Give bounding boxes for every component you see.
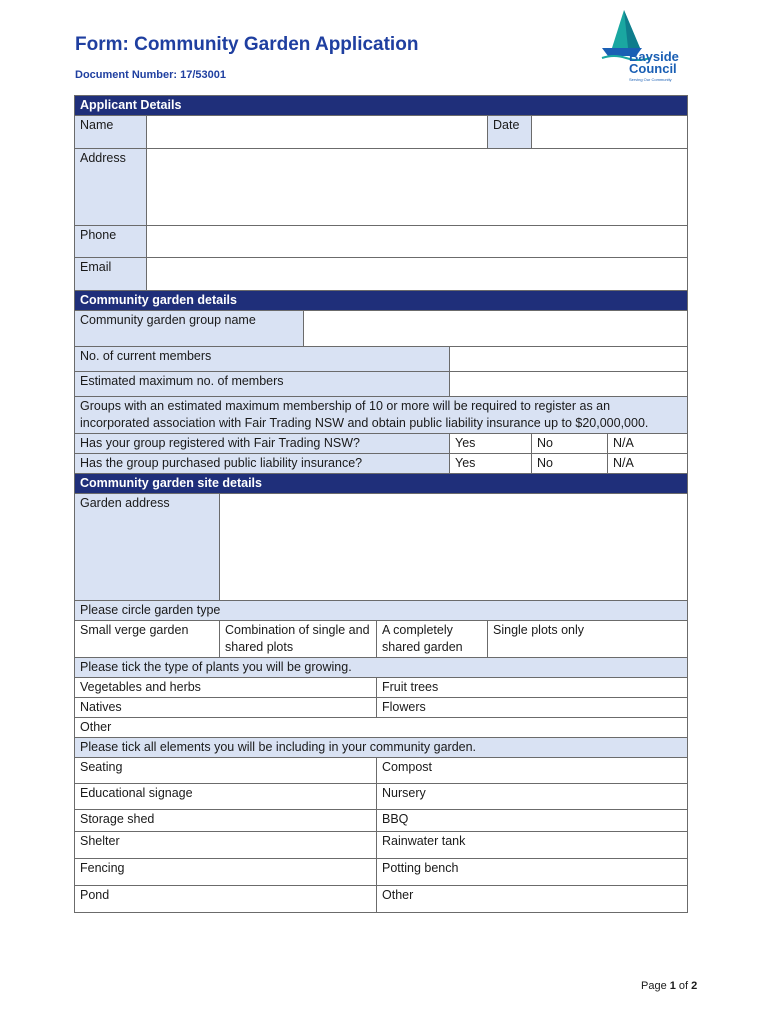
element-option[interactable]: Pond xyxy=(75,886,377,913)
current-members-field[interactable] xyxy=(450,347,688,372)
section-applicant-heading: Applicant Details xyxy=(75,96,688,116)
element-option[interactable]: Rainwater tank xyxy=(377,832,688,859)
application-form xyxy=(74,95,688,913)
insurance-no-option[interactable]: No xyxy=(532,454,608,474)
page-number: Page 1 of 2 xyxy=(641,980,698,992)
section-site-heading: Community garden site details xyxy=(75,474,688,494)
name-label: Name xyxy=(75,116,147,149)
insurance-na-option[interactable]: N/A xyxy=(608,454,688,474)
email-label: Email xyxy=(75,258,147,291)
registered-no-option[interactable]: No xyxy=(532,434,608,454)
document-number: Document Number: 17/53001 xyxy=(75,69,226,81)
garden-type-option[interactable]: Small verge garden xyxy=(75,621,220,658)
registered-na-option[interactable]: N/A xyxy=(608,434,688,454)
date-label: Date xyxy=(488,116,532,149)
current-members-label: No. of current members xyxy=(75,347,450,372)
date-field[interactable] xyxy=(532,116,688,149)
bayside-council-logo-icon xyxy=(598,8,690,88)
phone-field[interactable] xyxy=(147,226,688,258)
garden-address-label: Garden address xyxy=(75,494,220,601)
garden-type-option[interactable]: Single plots only xyxy=(488,621,688,658)
max-members-field[interactable] xyxy=(450,372,688,397)
max-members-label: Estimated maximum no. of members xyxy=(75,372,450,397)
elements-label: Please tick all elements you will be including in your community garden. xyxy=(75,738,688,758)
element-option[interactable]: Educational signage xyxy=(75,784,377,810)
plant-option[interactable]: Flowers xyxy=(377,698,688,718)
plant-option[interactable]: Natives xyxy=(75,698,377,718)
name-field[interactable] xyxy=(147,116,488,149)
group-name-field[interactable] xyxy=(304,311,688,347)
plant-option[interactable]: Other xyxy=(75,718,688,738)
membership-note: Groups with an estimated maximum membership of 10 or more will be required to register as an incorporated association with Fair Trading NSW and obtain public liability insurance up to $20,000,000. xyxy=(75,397,688,434)
logo-text: Bayside Council xyxy=(629,49,679,76)
garden-address-field[interactable] xyxy=(220,494,688,601)
email-field[interactable] xyxy=(147,258,688,291)
registered-yes-option[interactable]: Yes xyxy=(450,434,532,454)
plant-option[interactable]: Fruit trees xyxy=(377,678,688,698)
element-option[interactable]: BBQ xyxy=(377,810,688,832)
element-option[interactable]: Potting bench xyxy=(377,859,688,886)
section-garden-heading: Community garden details xyxy=(75,291,688,311)
insurance-question: Has the group purchased public liability insurance? xyxy=(75,454,450,474)
element-option[interactable]: Shelter xyxy=(75,832,377,859)
phone-label: Phone xyxy=(75,226,147,258)
element-option[interactable]: Storage shed xyxy=(75,810,377,832)
plant-option[interactable]: Vegetables and herbs xyxy=(75,678,377,698)
element-option[interactable]: Compost xyxy=(377,758,688,784)
insurance-yes-option[interactable]: Yes xyxy=(450,454,532,474)
element-option[interactable]: Seating xyxy=(75,758,377,784)
address-label: Address xyxy=(75,149,147,226)
page-title: Form: Community Garden Application xyxy=(75,34,419,55)
element-option[interactable]: Other xyxy=(377,886,688,913)
garden-type-option[interactable]: Combination of single and shared plots xyxy=(220,621,377,658)
plants-label: Please tick the type of plants you will be growing. xyxy=(75,658,688,678)
element-option[interactable]: Fencing xyxy=(75,859,377,886)
element-option[interactable]: Nursery xyxy=(377,784,688,810)
address-field[interactable] xyxy=(147,149,688,226)
registered-question: Has your group registered with Fair Trading NSW? xyxy=(75,434,450,454)
logo-tagline: Serving Our Community xyxy=(629,77,672,82)
circle-type-label: Please circle garden type xyxy=(75,601,688,621)
group-name-label: Community garden group name xyxy=(75,311,304,347)
garden-type-option[interactable]: A completely shared garden xyxy=(377,621,488,658)
